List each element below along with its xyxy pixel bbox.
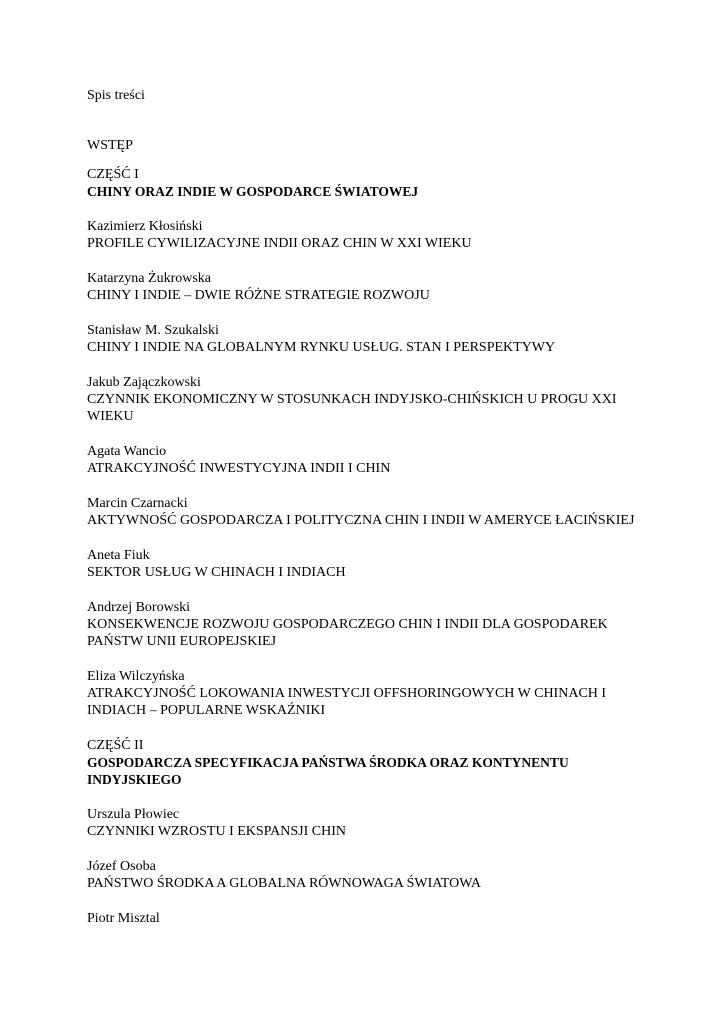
toc-chapter xyxy=(87,374,647,425)
chapter-title: AKTYWNOŚĆ GOSPODARCZA I POLITYCZNA CHIN I INDII W AMERYCE ŁACIŃSKIEJ xyxy=(87,513,635,528)
chapter-title: CZYNNIK EKONOMICZNY W STOSUNKACH INDYJSKO-CHIŃSKICH U PROGU XXI WIEKU xyxy=(87,392,617,424)
toc-chapter xyxy=(87,443,647,477)
toc-chapter xyxy=(87,858,647,892)
chapter-author: Katarzyna Żukrowska xyxy=(87,271,212,286)
part-title: GOSPODARCZA SPECYFIKACJA PAŃSTWA ŚRODKA ORAZ KONTYNENTU INDYJSKIEGO xyxy=(87,755,569,787)
part-title: CHINY ORAZ INDIE W GOSPODARCE ŚWIATOWEJ xyxy=(87,184,419,199)
toc-chapter xyxy=(87,806,647,840)
chapter-author: Kazimierz Kłosiński xyxy=(87,219,203,234)
chapter-title: PROFILE CYWILIZACYJNE INDII ORAZ CHIN W XXI WIEKU xyxy=(87,236,472,251)
chapter-author: Jakub Zajączkowski xyxy=(87,375,201,390)
toc-chapter xyxy=(87,599,647,650)
chapter-title: CZYNNIKI WZROSTU I EKSPANSJI CHIN xyxy=(87,824,347,839)
chapter-author: Stanisław M. Szukalski xyxy=(87,323,219,338)
chapter-author: Józef Osoba xyxy=(87,859,156,874)
toc-chapter xyxy=(87,218,647,252)
toc-intro: WSTĘP xyxy=(87,138,133,153)
toc-chapter xyxy=(87,910,647,927)
chapter-author: Marcin Czarnacki xyxy=(87,496,188,511)
toc-part xyxy=(87,737,647,788)
chapter-title: CHINY I INDIE NA GLOBALNYM RYNKU USŁUG. STAN I PERSPEKTYWY xyxy=(87,340,556,355)
toc-chapter xyxy=(87,547,647,581)
chapter-author: Eliza Wilczyńska xyxy=(87,669,185,684)
toc-part xyxy=(87,166,647,200)
chapter-title: ATRAKCYJNOŚĆ INWESTYCYJNA INDII I CHIN xyxy=(87,461,391,476)
toc-chapter xyxy=(87,270,647,304)
chapter-author: Aneta Fiuk xyxy=(87,548,150,563)
page-title: Spis treści xyxy=(87,88,145,103)
chapter-author: Piotr Misztal xyxy=(87,911,160,926)
toc-chapter xyxy=(87,668,647,719)
part-label: CZĘŚĆ II xyxy=(87,738,144,753)
chapter-title: ATRAKCYJNOŚĆ LOKOWANIA INWESTYCJI OFFSHORINGOWYCH W CHINACH I INDIACH – POPULARNE WSKAŹNIKI xyxy=(87,686,607,718)
chapter-author: Andrzej Borowski xyxy=(87,600,191,615)
chapter-author: Urszula Płowiec xyxy=(87,807,180,822)
toc-chapter xyxy=(87,322,647,356)
table-of-contents xyxy=(87,166,647,927)
chapter-title: CHINY I INDIE – DWIE RÓŻNE STRATEGIE ROZWOJU xyxy=(87,288,430,303)
chapter-title: KONSEKWENCJE ROZWOJU GOSPODARCZEGO CHIN I INDII DLA GOSPODAREK PAŃSTW UNII EUROPEJSKIEJ xyxy=(87,617,608,649)
chapter-author: Agata Wancio xyxy=(87,444,167,459)
part-label: CZĘŚĆ I xyxy=(87,167,139,182)
toc-chapter xyxy=(87,495,647,529)
chapter-title: SEKTOR USŁUG W CHINACH I INDIACH xyxy=(87,565,346,580)
chapter-title: PAŃSTWO ŚRODKA A GLOBALNA RÓWNOWAGA ŚWIATOWA xyxy=(87,876,481,891)
